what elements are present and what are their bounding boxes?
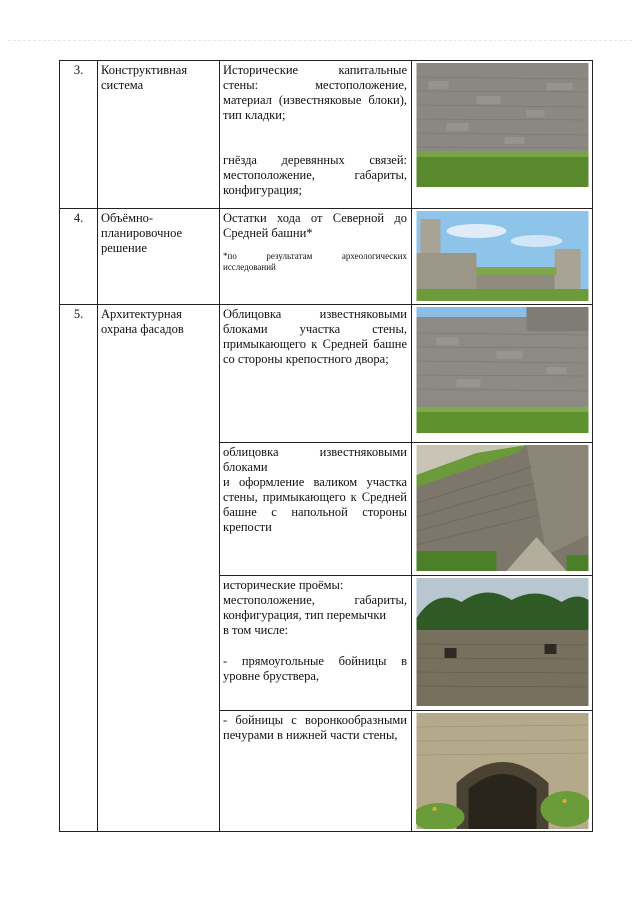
arched-embrasure-photo-icon [412,711,593,832]
fortress-wall-photo-icon [412,61,593,209]
row-number: 5. [60,305,98,832]
row-title: Архитектурная охрана фасадов [98,305,220,832]
protection-items-table [59,60,593,832]
towers-ruins-photo-icon [412,209,593,305]
scan-top-edge [8,40,632,41]
row-description: облицовка известняковыми блоками и оформление валиком участка стены, примыкающего к Средней башне с напольной стороны крепости [220,443,412,576]
loopholes-photo-icon [412,576,593,711]
row-description: Остатки хода от Северной до Средней башни* *по результатам археологических исследований [220,209,412,305]
row-description: исторические проёмы: местоположение, габариты, конфигурация, тип перемычки в том числе: - прямоугольные бойницы в уровне бруствера, [220,576,412,711]
row-title: Объёмно-планировочное решение [98,209,220,305]
wall-courtyard-photo-icon [412,305,593,443]
collapsed-wall-photo-icon [412,443,593,576]
table-row [60,305,593,443]
row-number: 4. [60,209,98,305]
row-title: Конструктивная система [98,61,220,209]
table-row [60,209,593,305]
row-number: 3. [60,61,98,209]
table-row [60,61,593,209]
row-description: Облицовка известняковыми блоками участка стены, примыкающего к Средней башне со стороны крепостного двора; [220,305,412,443]
row-description: Исторические капитальные стены: местоположение, материал (известняковые блоки), тип кладки; гнёзда деревянных связей: местоположение, габариты, конфигурация; [220,61,412,209]
footnote: *по результатам археологических [223,251,407,261]
row-description: - бойницы с воронкообразными печурами в нижней части стены, [220,711,412,832]
